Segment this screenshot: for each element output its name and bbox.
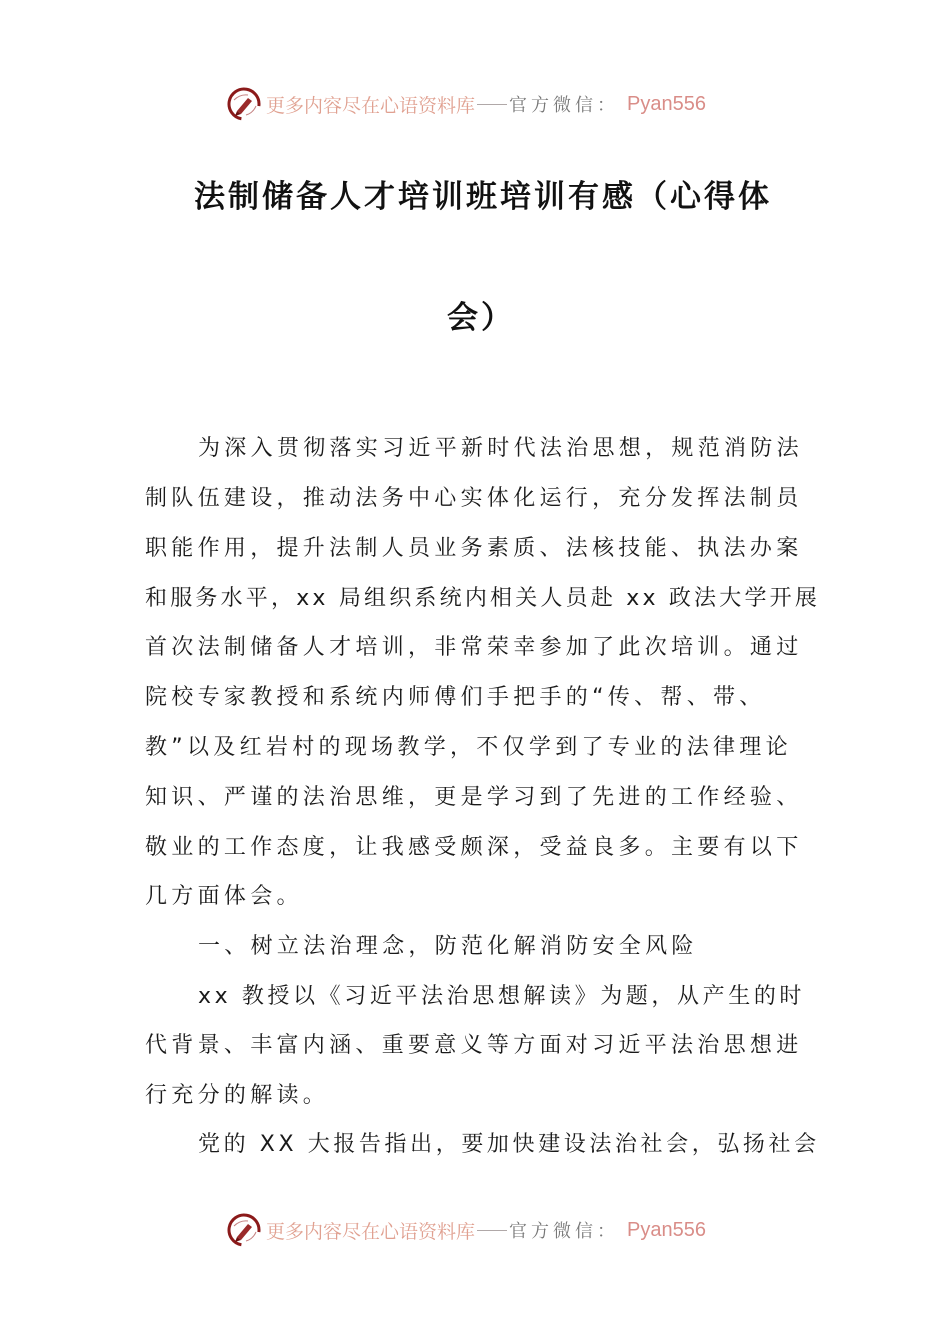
body-line: xx 教授以《习近平法治思想解读》为题，从产生的时 (198, 984, 806, 1009)
body-line: 敬业的工作态度，让我感受颇深，受益良多。主要有以下 (145, 835, 803, 860)
body-line: 行充分的解读。 (145, 1083, 330, 1108)
body-line: 教”以及红岩村的现场教学，不仅学到了专业的法律理论 (145, 735, 792, 760)
watermark-main-text: 更多内容尽在心语资料库 (266, 94, 476, 117)
header-watermark (226, 84, 706, 124)
document-title-line-2: 会） (447, 300, 515, 336)
body-line: 党的 XX 大报告指出，要加快建设法治社会，弘扬社会 (198, 1132, 820, 1157)
body-line: 知识、严谨的法治思维，更是学习到了先进的工作经验、 (145, 785, 803, 810)
watermark-secondary-text: 官方微信： (509, 95, 620, 116)
watermark-main-text: 更多内容尽在心语资料库 (266, 1220, 476, 1243)
body-line: 代背景、丰富内涵、重要意义等方面对习近平法治思想进 (145, 1033, 803, 1058)
document-title-line-1: 法制储备人才培训班培训有感（心得体 (194, 179, 772, 215)
body-line: 为深入贯彻落实习近平新时代法治思想，规范消防法 (198, 436, 803, 461)
watermark-wechat-id: Pyan556 (627, 1218, 706, 1241)
body-line: 几方面体会。 (145, 884, 303, 909)
watermark-wechat-id: Pyan556 (627, 92, 706, 115)
body-line: 院校专家教授和系统内师傅们手把手的“传、帮、带、 (145, 685, 766, 710)
watermark-dash (477, 104, 507, 105)
body-line: 和服务水平，xx 局组织系统内相关人员赴 xx 政法大学开展 (145, 586, 821, 611)
section-heading: 一、树立法治理念，防范化解消防安全风险 (198, 934, 698, 959)
body-line: 职能作用，提升法制人员业务素质、法核技能、执法办案 (145, 536, 803, 561)
footer-watermark (226, 1210, 706, 1250)
pen-nib-logo-icon (226, 86, 262, 122)
body-line: 制队伍建设，推动法务中心实体化运行，充分发挥法制员 (145, 486, 803, 511)
pen-nib-logo-icon (226, 1212, 262, 1248)
watermark-dash (477, 1230, 507, 1231)
watermark-secondary-text: 官方微信： (509, 1221, 620, 1242)
body-line: 首次法制储备人才培训，非常荣幸参加了此次培训。通过 (145, 635, 803, 660)
